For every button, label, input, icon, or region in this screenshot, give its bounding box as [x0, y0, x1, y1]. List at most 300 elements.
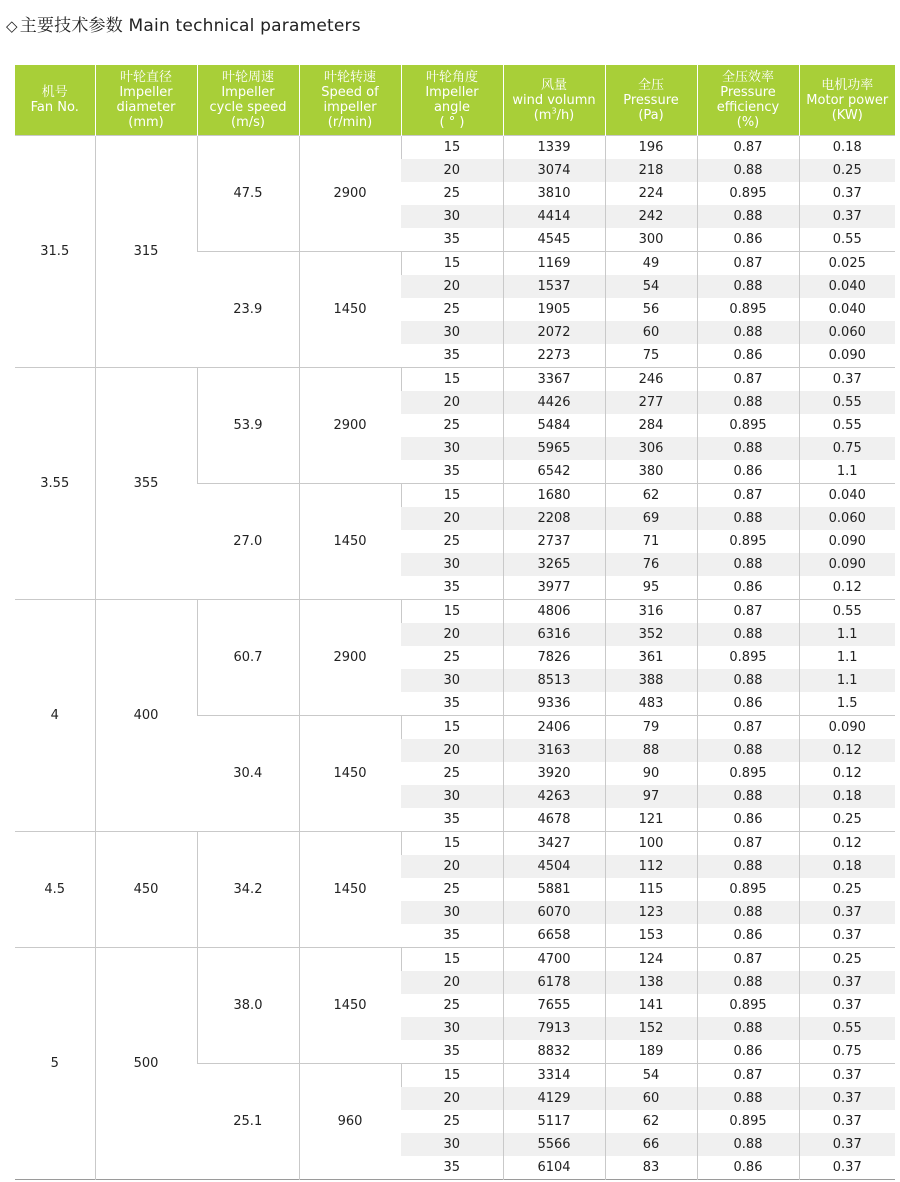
motor-power-cell: 0.55 [799, 391, 895, 414]
pressure-cell: 97 [605, 785, 697, 808]
angle-cell: 15 [401, 136, 503, 160]
motor-power-cell: 0.060 [799, 321, 895, 344]
efficiency-cell: 0.895 [697, 530, 799, 553]
efficiency-cell: 0.87 [697, 368, 799, 392]
pressure-cell: 153 [605, 924, 697, 948]
wind-volume-cell: 3810 [503, 182, 605, 205]
wind-volume-cell: 1905 [503, 298, 605, 321]
efficiency-cell: 0.87 [697, 484, 799, 508]
angle-cell: 20 [401, 855, 503, 878]
header-line: Motor power [806, 92, 889, 108]
wind-volume-cell: 4545 [503, 228, 605, 252]
angle-cell: 25 [443, 882, 461, 897]
impeller-speed-cell: 2900 [299, 368, 401, 484]
motor-power-cell: 0.55 [799, 1017, 895, 1040]
efficiency-cell: 0.86 [697, 808, 799, 832]
header-line: diameter [116, 100, 176, 115]
wind-volume-cell: 4678 [503, 808, 605, 832]
angle-cell: 30 [401, 785, 503, 808]
pressure-cell: 76 [605, 553, 697, 576]
efficiency-cell: 0.88 [697, 1133, 799, 1156]
motor-power-cell: 0.12 [799, 739, 895, 762]
wind-volume-cell: 4263 [503, 785, 605, 808]
wind-volume-cell: 3074 [503, 159, 605, 182]
angle-cell: 25 [443, 302, 461, 317]
motor-power-cell: 0.25 [799, 948, 895, 972]
motor-power-cell: 0.25 [799, 878, 895, 901]
header-line: 电机功率 [821, 77, 874, 93]
angle-cell: 30 [401, 321, 503, 344]
efficiency-cell: 0.87 [697, 136, 799, 160]
header-line: (r/min) [327, 115, 373, 130]
angle-cell: 30 [401, 669, 503, 692]
header-line: (mm) [128, 115, 164, 130]
pressure-cell: 138 [605, 971, 697, 994]
efficiency-cell: 0.86 [697, 692, 799, 716]
pressure-cell: 388 [605, 669, 697, 692]
motor-power-cell: 0.090 [799, 716, 895, 740]
wind-volume-cell: 1339 [503, 136, 605, 160]
motor-power-cell: 0.37 [799, 971, 895, 994]
pressure-cell: 380 [605, 460, 697, 484]
motor-power-cell: 0.37 [799, 1156, 895, 1180]
angle-cell: 20 [401, 1087, 503, 1110]
motor-power-cell: 0.37 [799, 1064, 895, 1088]
cycle-speed-cell: 38.0 [197, 948, 299, 1064]
table-row [15, 368, 895, 392]
header-line: Impeller [221, 85, 275, 100]
diameter-cell: 315 [95, 136, 197, 368]
angle-cell: 15 [401, 600, 503, 624]
pressure-cell: 62 [605, 484, 697, 508]
angle-cell: 20 [401, 971, 503, 994]
wind-volume-cell: 6316 [503, 623, 605, 646]
pressure-cell: 88 [605, 739, 697, 762]
wind-volume-cell: 6542 [503, 460, 605, 484]
cycle-speed-cell: 60.7 [197, 600, 299, 716]
angle-cell: 25 [443, 998, 461, 1013]
impeller-speed-cell: 1450 [299, 252, 401, 368]
efficiency-cell: 0.88 [697, 159, 799, 182]
motor-power-cell: 0.025 [799, 252, 895, 276]
table-row [15, 832, 895, 856]
header-impeller-angle [401, 65, 503, 136]
header-line: Impeller [119, 85, 173, 100]
pressure-cell: 361 [605, 646, 697, 669]
wind-volume-cell: 2072 [503, 321, 605, 344]
angle-cell: 30 [401, 437, 503, 460]
pressure-cell: 75 [605, 344, 697, 368]
motor-power-cell: 0.25 [799, 808, 895, 832]
pressure-cell: 83 [605, 1156, 697, 1180]
angle-cell: 20 [401, 623, 503, 646]
efficiency-cell: 0.88 [697, 1017, 799, 1040]
wind-volume-cell: 1169 [503, 252, 605, 276]
pressure-cell: 112 [605, 855, 697, 878]
angle-cell: 20 [401, 391, 503, 414]
pressure-cell: 60 [605, 321, 697, 344]
header-line: wind volumn [512, 92, 596, 108]
motor-power-cell: 0.37 [799, 205, 895, 228]
efficiency-cell: 0.88 [697, 971, 799, 994]
header-line: $(m^3/h)$ [533, 106, 575, 123]
angle-cell: 25 [443, 186, 461, 201]
header-line: 机号 [41, 85, 68, 100]
efficiency-cell: 0.87 [697, 716, 799, 740]
pressure-cell: 115 [605, 878, 697, 901]
efficiency-cell: 0.88 [697, 669, 799, 692]
cycle-speed-cell: 25.1 [197, 1064, 299, 1180]
header-line: efficiency [716, 100, 780, 115]
motor-power-cell: 0.040 [799, 484, 895, 508]
motor-power-cell: 1.5 [799, 692, 895, 716]
angle-cell: 25 [443, 534, 461, 549]
header-line: Fan No. [30, 100, 79, 115]
motor-power-cell: 0.37 [799, 1110, 895, 1133]
impeller-speed-cell: 1450 [299, 716, 401, 832]
motor-power-cell: 0.25 [799, 159, 895, 182]
pressure-cell: 242 [605, 205, 697, 228]
angle-cell: 15 [401, 252, 503, 276]
diameter-cell: 450 [95, 832, 197, 948]
efficiency-cell: 0.895 [697, 414, 799, 437]
angle-cell: 15 [401, 1064, 503, 1088]
efficiency-cell: 0.88 [697, 855, 799, 878]
angle-cell: 35 [443, 696, 461, 711]
wind-volume-cell: 2208 [503, 507, 605, 530]
fan-no-cell: 31.5 [15, 136, 95, 368]
angle-cell: 15 [401, 368, 503, 392]
pressure-cell: 284 [605, 414, 697, 437]
pressure-cell: 246 [605, 368, 697, 392]
wind-volume-cell: 4414 [503, 205, 605, 228]
efficiency-cell: 0.87 [697, 948, 799, 972]
angle-cell: 30 [401, 553, 503, 576]
efficiency-cell: 0.88 [697, 275, 799, 298]
pressure-cell: 54 [605, 275, 697, 298]
wind-volume-cell: 5117 [503, 1110, 605, 1133]
motor-power-cell: 0.12 [799, 576, 895, 600]
pressure-cell: 66 [605, 1133, 697, 1156]
motor-power-cell: 1.1 [799, 623, 895, 646]
cycle-speed-cell: 30.4 [197, 716, 299, 832]
motor-power-cell: 0.37 [799, 994, 895, 1017]
impeller-speed-cell: 1450 [299, 484, 401, 600]
efficiency-cell: 0.88 [697, 785, 799, 808]
wind-volume-cell: 2737 [503, 530, 605, 553]
efficiency-cell: 0.895 [697, 182, 799, 205]
angle-cell: 35 [443, 580, 461, 595]
pressure-cell: 121 [605, 808, 697, 832]
wind-volume-cell: 4129 [503, 1087, 605, 1110]
efficiency-cell: 0.87 [697, 1064, 799, 1088]
efficiency-cell: 0.87 [697, 600, 799, 624]
motor-power-cell: 0.090 [799, 530, 895, 553]
impeller-speed-cell: 2900 [299, 136, 401, 252]
impeller-speed-cell: 1450 [299, 832, 401, 948]
pressure-cell: 316 [605, 600, 697, 624]
efficiency-cell: 0.88 [697, 437, 799, 460]
efficiency-cell: 0.88 [697, 901, 799, 924]
wind-volume-cell: 5881 [503, 878, 605, 901]
motor-power-cell: 0.18 [799, 136, 895, 160]
pressure-cell: 62 [605, 1110, 697, 1133]
motor-power-cell: 0.37 [799, 901, 895, 924]
pressure-cell: 123 [605, 901, 697, 924]
header-line: 全压效率 [721, 70, 774, 85]
header-line: (KW) [831, 107, 863, 123]
motor-power-cell: 0.040 [799, 275, 895, 298]
pressure-cell: 224 [605, 182, 697, 205]
header-line: (Pa) [638, 107, 664, 123]
header-line: Impeller [425, 85, 479, 100]
efficiency-cell: 0.88 [697, 739, 799, 762]
motor-power-cell: 1.1 [799, 646, 895, 669]
page-title [6, 11, 361, 36]
fan-no-cell: 4.5 [15, 832, 95, 948]
cycle-speed-cell: 27.0 [197, 484, 299, 600]
pressure-cell: 79 [605, 716, 697, 740]
wind-volume-cell: 4426 [503, 391, 605, 414]
fan-no-cell: 3.55 [15, 368, 95, 600]
wind-volume-cell: 6178 [503, 971, 605, 994]
wind-volume-cell: 3163 [503, 739, 605, 762]
efficiency-cell: 0.895 [697, 994, 799, 1017]
header-motor-power [799, 65, 895, 136]
motor-power-cell: 0.060 [799, 507, 895, 530]
angle-cell: 35 [443, 232, 461, 247]
wind-volume-cell: 1680 [503, 484, 605, 508]
pressure-cell: 218 [605, 159, 697, 182]
pressure-cell: 306 [605, 437, 697, 460]
wind-volume-cell: 3920 [503, 762, 605, 785]
motor-power-cell: 0.040 [799, 298, 895, 321]
wind-volume-cell: 6658 [503, 924, 605, 948]
header-fan-no [15, 65, 95, 136]
angle-cell: 25 [443, 418, 461, 433]
efficiency-cell: 0.86 [697, 344, 799, 368]
angle-cell: 35 [443, 348, 461, 363]
wind-volume-cell: 3314 [503, 1064, 605, 1088]
efficiency-cell: 0.87 [697, 832, 799, 856]
wind-volume-cell: 7826 [503, 646, 605, 669]
header-pressure-efficiency [697, 65, 799, 136]
diameter-cell: 400 [95, 600, 197, 832]
diamond-outline-icon: ◇ [6, 17, 18, 35]
angle-cell: 20 [401, 275, 503, 298]
wind-volume-cell: 6104 [503, 1156, 605, 1180]
angle-cell: 25 [443, 766, 461, 781]
angle-cell: 30 [401, 205, 503, 228]
page-title-text: 主要技术参数 Main technical parameters [19, 16, 361, 36]
pressure-cell: 352 [605, 623, 697, 646]
cycle-speed-cell: 34.2 [197, 832, 299, 948]
efficiency-cell: 0.86 [697, 460, 799, 484]
wind-volume-cell: 4504 [503, 855, 605, 878]
efficiency-cell: 0.895 [697, 298, 799, 321]
header-impeller-speed [299, 65, 401, 136]
header-cycle-speed [197, 65, 299, 136]
efficiency-cell: 0.88 [697, 205, 799, 228]
pressure-cell: 56 [605, 298, 697, 321]
wind-volume-cell: 3265 [503, 553, 605, 576]
pressure-cell: 483 [605, 692, 697, 716]
header-line: impeller [323, 100, 377, 115]
header-line: 叶轮转速 [323, 70, 376, 85]
header-line: angle [433, 100, 471, 115]
motor-power-cell: 0.55 [799, 228, 895, 252]
fan-no-cell: 4 [15, 600, 95, 832]
diameter-cell: 355 [95, 368, 197, 600]
wind-volume-cell: 2273 [503, 344, 605, 368]
pressure-cell: 189 [605, 1040, 697, 1064]
pressure-cell: 100 [605, 832, 697, 856]
table-header [15, 65, 895, 136]
table-row [15, 948, 895, 972]
cycle-speed-cell: 23.9 [197, 252, 299, 368]
motor-power-cell: 1.1 [799, 460, 895, 484]
efficiency-cell: 0.895 [697, 762, 799, 785]
pressure-cell: 69 [605, 507, 697, 530]
angle-cell: 30 [401, 1133, 503, 1156]
header-row [15, 65, 895, 136]
wind-volume-cell: 3427 [503, 832, 605, 856]
pressure-cell: 277 [605, 391, 697, 414]
efficiency-cell: 0.895 [697, 1110, 799, 1133]
wind-volume-cell: 9336 [503, 692, 605, 716]
header-line: 叶轮角度 [425, 70, 478, 85]
efficiency-cell: 0.88 [697, 1087, 799, 1110]
header-line: cycle speed [209, 100, 287, 115]
efficiency-cell: 0.88 [697, 623, 799, 646]
efficiency-cell: 0.895 [697, 646, 799, 669]
impeller-speed-cell: 2900 [299, 600, 401, 716]
pressure-cell: 71 [605, 530, 697, 553]
pressure-cell: 95 [605, 576, 697, 600]
impeller-speed-cell: 1450 [299, 948, 401, 1064]
pressure-cell: 60 [605, 1087, 697, 1110]
motor-power-cell: 0.18 [799, 855, 895, 878]
pressure-cell: 49 [605, 252, 697, 276]
diameter-cell: 500 [95, 948, 197, 1180]
angle-cell: 15 [401, 832, 503, 856]
header-wind-volume [503, 65, 605, 136]
wind-volume-cell: 7655 [503, 994, 605, 1017]
motor-power-cell: 0.37 [799, 182, 895, 205]
motor-power-cell: 0.75 [799, 1040, 895, 1064]
angle-cell: 35 [443, 812, 461, 827]
header-line: 叶轮周速 [221, 70, 274, 85]
header-line: (%) [736, 115, 760, 130]
angle-cell: 20 [401, 507, 503, 530]
wind-volume-cell: 7913 [503, 1017, 605, 1040]
efficiency-cell: 0.88 [697, 391, 799, 414]
motor-power-cell: 0.37 [799, 924, 895, 948]
header-line: (m/s) [231, 115, 265, 130]
wind-volume-cell: 3977 [503, 576, 605, 600]
wind-volume-cell: 1537 [503, 275, 605, 298]
efficiency-cell: 0.86 [697, 1040, 799, 1064]
efficiency-cell: 0.88 [697, 321, 799, 344]
motor-power-cell: 0.18 [799, 785, 895, 808]
angle-cell: 35 [443, 1044, 461, 1059]
table-body [15, 136, 895, 1180]
efficiency-cell: 0.895 [697, 878, 799, 901]
wind-volume-cell: 5484 [503, 414, 605, 437]
pressure-cell: 90 [605, 762, 697, 785]
motor-power-cell: 1.1 [799, 669, 895, 692]
efficiency-cell: 0.88 [697, 507, 799, 530]
impeller-speed-cell: 960 [299, 1064, 401, 1180]
header-line: Speed of [321, 85, 379, 100]
header-impeller-diameter [95, 65, 197, 136]
wind-volume-cell: 5965 [503, 437, 605, 460]
cycle-speed-cell: 53.9 [197, 368, 299, 484]
efficiency-cell: 0.86 [697, 924, 799, 948]
motor-power-cell: 0.090 [799, 553, 895, 576]
motor-power-cell: 0.55 [799, 414, 895, 437]
wind-volume-cell: 8513 [503, 669, 605, 692]
angle-cell: 30 [401, 901, 503, 924]
pressure-cell: 141 [605, 994, 697, 1017]
motor-power-cell: 0.12 [799, 832, 895, 856]
motor-power-cell: 0.37 [799, 1133, 895, 1156]
header-line: 全压 [637, 77, 664, 93]
pressure-cell: 196 [605, 136, 697, 160]
wind-volume-cell: 3367 [503, 368, 605, 392]
technical-parameters-table [15, 65, 895, 1180]
motor-power-cell: 0.37 [799, 1087, 895, 1110]
angle-cell: 15 [401, 484, 503, 508]
cycle-speed-cell: 47.5 [197, 136, 299, 252]
angle-cell: 35 [443, 464, 461, 479]
angle-cell: 25 [443, 1114, 461, 1129]
motor-power-cell: 0.55 [799, 600, 895, 624]
angle-cell: 25 [443, 650, 461, 665]
pressure-cell: 54 [605, 1064, 697, 1088]
wind-volume-cell: 5566 [503, 1133, 605, 1156]
wind-volume-cell: 6070 [503, 901, 605, 924]
efficiency-cell: 0.88 [697, 553, 799, 576]
table-row [15, 136, 895, 160]
header-line: Pressure [623, 92, 679, 108]
angle-cell: 20 [401, 739, 503, 762]
header-line: Pressure [720, 85, 776, 100]
table-row [15, 600, 895, 624]
angle-cell: 35 [443, 928, 461, 943]
efficiency-cell: 0.86 [697, 1156, 799, 1180]
wind-volume-cell: 8832 [503, 1040, 605, 1064]
header-line: 风量 [540, 77, 567, 93]
fan-no-cell: 5 [15, 948, 95, 1180]
angle-cell: 15 [401, 948, 503, 972]
angle-cell: 35 [443, 1160, 461, 1175]
pressure-cell: 124 [605, 948, 697, 972]
superscript: 3 [551, 106, 557, 116]
angle-cell: 20 [401, 159, 503, 182]
efficiency-cell: 0.86 [697, 576, 799, 600]
motor-power-cell: 0.37 [799, 368, 895, 392]
efficiency-cell: 0.86 [697, 228, 799, 252]
header-pressure [605, 65, 697, 136]
angle-cell: 15 [401, 716, 503, 740]
pressure-cell: 152 [605, 1017, 697, 1040]
motor-power-cell: 0.12 [799, 762, 895, 785]
efficiency-cell: 0.87 [697, 252, 799, 276]
wind-volume-cell: 4700 [503, 948, 605, 972]
header-line: ( ° ) [439, 115, 465, 130]
header-line: 叶轮直径 [119, 70, 172, 85]
